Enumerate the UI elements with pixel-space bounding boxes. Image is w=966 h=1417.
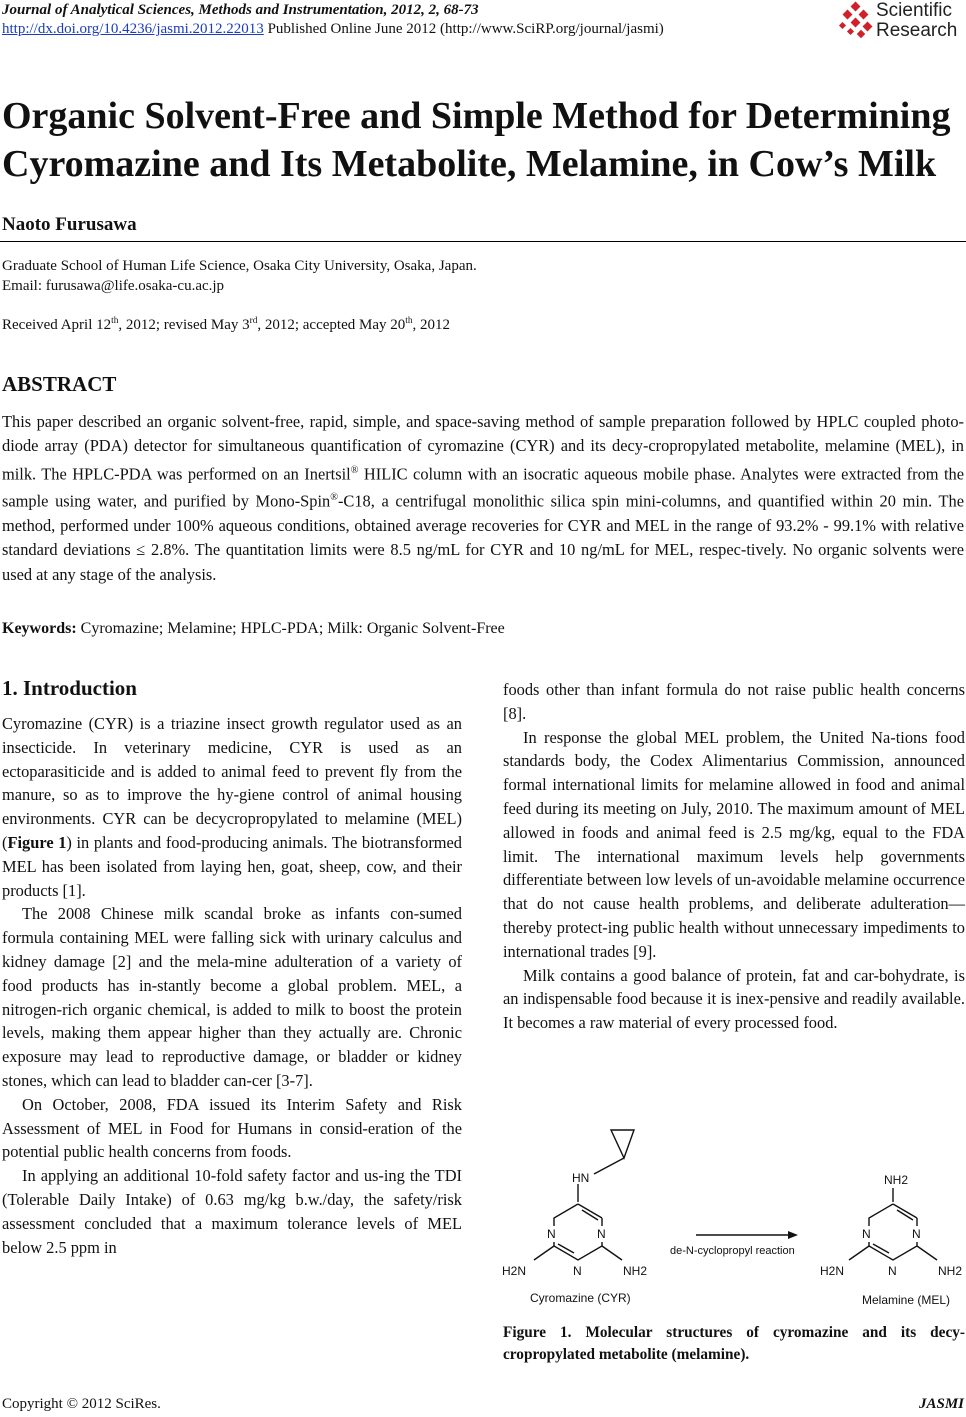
revised-date: , 2012; revised May 3: [118, 317, 250, 333]
accepted-sup: th: [405, 316, 413, 326]
right-column: [503, 678, 965, 1035]
label-n: N: [862, 1227, 871, 1241]
reaction-label: de-N-cyclopropyl reaction: [670, 1245, 795, 1257]
paragraph: In response the global MEL problem, the United Na-tions food standards body, the Codex Alimentarius Commission, announced formal international limits for melamine allowed in food and animal feed during its meeting on July, 2010. The maximum amount of MEL allowed in foods and animal feed is 2.5 mg/kg, equal to the FDA limit. The international maximum levels help governments differentiate between low levels of un-avoidable melamine occurrence that do not cause health problems, and deliberate adulteration—thereby protect-ing public health without unnecessary impediments to international trades [9].: [503, 727, 965, 961]
keywords-list: Cyromazine; Melamine; HPLC-PDA; Milk: Organic Solvent-Free: [76, 620, 505, 637]
abstract-heading: ABSTRACT: [2, 372, 117, 396]
cyromazine-label: Cyromazine (CYR): [530, 1291, 631, 1305]
paragraph-text: ) in plants and food-producing animals. The biotransformed MEL has been isolated from laying hen, goat, sheep, cow, and their products [1].: [2, 832, 462, 900]
doi-link[interactable]: http://dx.doi.org/10.4236/jasmi.2012.22013: [2, 21, 264, 37]
affiliation: Graduate School of Human Life Science, Osaka City University, Osaka, Japan.: [2, 258, 477, 274]
triazine-ring-mel: [869, 1204, 917, 1260]
label-hn: HN: [572, 1171, 590, 1185]
bond: [534, 1246, 554, 1260]
label-n: N: [573, 1264, 582, 1278]
label-nh2: NH2: [938, 1264, 963, 1278]
label-n: N: [597, 1227, 606, 1241]
section-heading-introduction: 1. Introduction: [2, 676, 137, 700]
publisher-logo: [838, 0, 962, 42]
affiliation-block: [2, 256, 477, 296]
keywords: [2, 620, 505, 638]
abstract-part-3: -C18, a centrifugal monolithic silica spin mini-columns, and quantified within 20 min. The method, performed under 100% aqueous conditions, obtained average recoveries for CYR and MEL in the range of 93.2% - 99.1% with relative standard deviations ≤ 2.8%. The quantitation limits were 8.5 ng/mL for CYR and 10 ng/mL for MEL, respec-tively. No organic solvents were used at any stage of the analysis.: [2, 491, 964, 584]
journal-citation: [2, 2, 479, 19]
paragraph: Milk contains a good balance of protein, fat and car-bohydrate, is an indispensable food because it is inex-pensive and readily available. It becomes a raw material of every processed food.: [503, 965, 965, 1033]
label-n: N: [912, 1227, 921, 1241]
bond: [594, 1158, 624, 1174]
logo-text-scientific: Scientific: [876, 0, 953, 21]
figure-reference[interactable]: Figure 1: [7, 832, 67, 852]
paragraph: foods other than infant formula do not raise public health concerns [8].: [503, 680, 965, 723]
cyclopropyl-ring: [611, 1130, 634, 1158]
figure-1-caption: Figure 1. Molecular structures of cyromazine and its decy-cropropylated metabolite (melamine).: [503, 1324, 965, 1363]
triazine-ring-cyr: [554, 1204, 602, 1260]
doi-line: [2, 21, 664, 38]
keywords-label: Keywords:: [2, 620, 77, 637]
accepted-year: , 2012: [412, 317, 450, 333]
journal-abbreviation: JASMI: [918, 1396, 964, 1412]
revised-sup: rd: [249, 316, 258, 326]
paragraph: In applying an additional 10-fold safety factor and us-ing the TDI (Tolerable Daily Intake) of 0.63 mg/kg b.w./day, the safety/risk assessment concluded that a maximum tolerance levels of MEL below 2.5 ppm in: [2, 1166, 462, 1257]
received-date: Received April 12: [2, 317, 112, 333]
registered-mark: ®: [330, 492, 338, 504]
label-h2n: H2N: [502, 1264, 527, 1278]
abstract-part-2: HILIC column with an isocratic aqueous mobile phase. Analytes were extracted from the sample using water, and purified by Mono-Spin: [2, 464, 965, 511]
paragraph: The 2008 Chinese milk scandal broke as infants con-sumed formula containing MEL were falling sick with urinary calculus and kidney damage [2] and the mela-mine adulteration of a variety of food products has in-stantly become a global problem. MEL, a nitrogen-rich organic chemical, is added to milk to boost the protein levels, making them appear higher than they actually are. Chronic exposure may lead to reproductive damage, or bladder or kidney stones, which can lead to bladder can-cer [3-7].: [2, 904, 462, 1090]
scirp-logo-icon: [838, 1, 874, 41]
label-nh2: NH2: [623, 1264, 648, 1278]
bond: [917, 1246, 937, 1260]
paragraph: [2, 712, 462, 902]
title-divider: [0, 241, 966, 242]
double-bond: [873, 1244, 889, 1253]
registered-mark: ®: [350, 464, 359, 476]
journal-name: Journal of Analytical Sciences, Methods and Instrumentation: [2, 2, 384, 18]
copyright: Copyright © 2012 SciRes.: [2, 1396, 161, 1412]
label-n: N: [888, 1264, 897, 1278]
arrow-head-icon: [788, 1231, 798, 1239]
abstract-part-1: This paper described an organic solvent-free, rapid, simple, and space-saving method of sample preparation followed by HPLC coupled photo-diode array (PDA) detector for simultaneous quantification of cyromazine (CYR) and its decy-cropropylated metabolite, melamine (MEL), in milk. The HPLC-PDA was performed on an Inertsil: [2, 412, 964, 484]
published-online: Published Online June 2012 (http://www.SciRP.org/journal/jasmi): [263, 21, 664, 37]
paragraph-text: Cyromazine (CYR) is a triazine insect growth regulator used as an insecticide. In veterinary medicine, CYR is used as an ectoparasiticide and is added to animal feed to prevent fly from the manure, so as to improve the hy-giene control of animal housing environments. CYR can be decycropropylated to melamine (MEL) (: [2, 714, 462, 852]
abstract-text: [2, 410, 964, 587]
bond: [602, 1246, 622, 1260]
left-column: [2, 712, 462, 1259]
accepted-date: , 2012; accepted May 20: [257, 317, 406, 333]
label-n: N: [547, 1227, 556, 1241]
author-name: Naoto Furusawa: [2, 214, 137, 235]
label-h2n: H2N: [820, 1264, 845, 1278]
journal-volume: , 2012, 2, 68-73: [383, 2, 479, 18]
logo-text-research: Research: [876, 20, 958, 41]
figure-1-structures: [496, 1122, 966, 1318]
double-bond: [558, 1244, 574, 1253]
paragraph: On October, 2008, FDA issued its Interim Safety and Risk Assessment of MEL in Food for Humans in consid-eration of the potential public health concerns from foods.: [2, 1094, 462, 1162]
label-nh2: NH2: [884, 1173, 909, 1187]
paper-title: Organic Solvent-Free and Simple Method for Determining Cyromazine and Its Metabolite, Melamine, in Cow’s Milk: [2, 95, 951, 185]
author-email: Email: furusawa@life.osaka-cu.ac.jp: [2, 278, 225, 294]
bond: [849, 1246, 869, 1260]
received-sup: th: [111, 316, 119, 326]
received-dates: [2, 316, 450, 334]
melamine-label: Melamine (MEL): [862, 1293, 951, 1307]
